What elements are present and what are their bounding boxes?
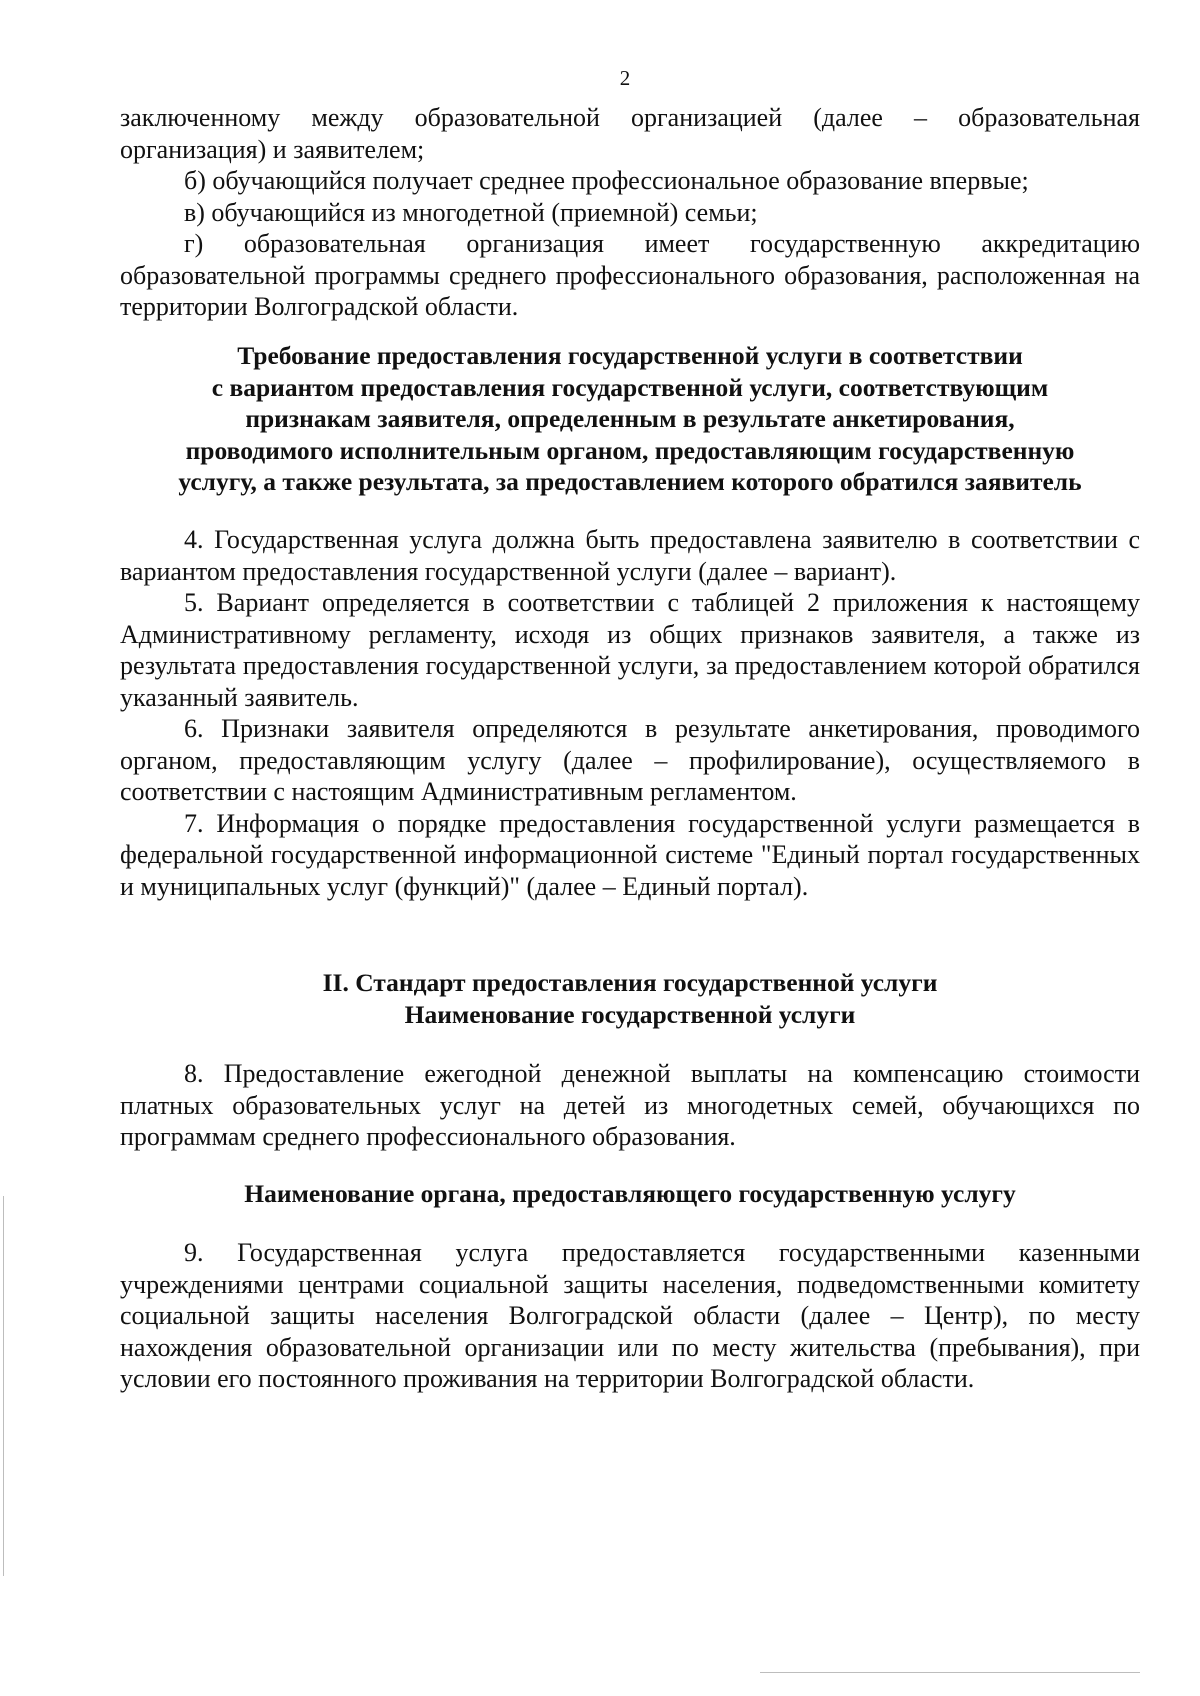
heading-line: с вариантом предоставления государственной услуги, соответствующим [211,372,1049,402]
scan-bottom-line [760,1672,1140,1673]
paragraph-4: 4. Государственная услуга должна быть предоставлена заявителю в соответствии с вариантом предоставления государственной услуги (далее – вариант). [120,525,1140,586]
paragraphs-4-7 [120,524,1140,902]
paragraph-9-block [120,1237,1140,1395]
paragraph-8: 8. Предоставление ежегодной денежной выплаты на компенсацию стоимости платных образовательных услуг на детей из многодетных семей, обучающихся по программам среднего профессионального образования. [120,1059,1140,1151]
paragraph-item-b: б) обучающийся получает среднее профессиональное образование впервые; [184,166,1029,195]
paragraph-continuation: заключенному между образовательной организацией (далее – образовательная организация) и заявителем; [120,103,1140,164]
heading-line: Требование предоставления государственной услуги в соответствии [237,341,1023,370]
page-number: 2 [619,66,631,90]
scan-edge-line [3,1196,4,1576]
heading-line: проводимого исполнительным органом, предоставляющим государственную [185,435,1075,465]
heading-line: II. Стандарт предоставления государственной услуги [322,968,938,997]
paragraph-item-g: г) образовательная организация имеет государственную аккредитацию образовательной программы среднего профессионального образования, расположенная на территории Волгоградской области. [120,229,1140,321]
paragraph-item-v: в) обучающийся из многодетной (приемной) семьи; [184,197,758,227]
heading-line: Наименование государственной услуги [404,999,856,1029]
paragraph-7: 7. Информация о порядке предоставления государственной услуги размещается в федеральной государственной информационной системе "Единый портал государственных и муниципальных услуг (функций)" (далее – Единый портал). [120,808,1140,901]
heading-line: признакам заявителя, определенным в результате анкетирования, [245,404,1015,433]
paragraph-8-block [120,1058,1140,1153]
section-heading-authority [120,1178,1140,1210]
section-heading-standard [120,967,1140,1030]
paragraph-5: 5. Вариант определяется в соответствии с таблицей 2 приложения к настоящему Административному регламенту, исходя из общих признаков заявителя, а также из результата предоставления государственной услуги, за предоставлением которой обратился указанный заявитель. [120,588,1140,712]
paragraph-6: 6. Признаки заявителя определяются в результате анкетирования, проводимого органом, предоставляющим услугу (далее – профилирование), осуществляемого в соответствии с настоящим Административным регламентом. [120,714,1140,806]
list-continuation [120,102,1140,323]
heading-line: Наименование органа, предоставляющего государственную услугу [244,1179,1016,1208]
section-heading-variant-requirement [120,340,1140,498]
paragraph-9: 9. Государственная услуга предоставляется государственными казенными учреждениями центрами социальной защиты населения, подведомственными комитету социальной защиты населения Волгоградской области (далее – Центр), по месту нахождения образовательной организации или по месту жительства (пребывания), при условии его постоянного проживания на территории Волгоградской области. [120,1238,1140,1393]
heading-line: услугу, а также результата, за предоставлением которого обратился заявитель [178,467,1082,496]
